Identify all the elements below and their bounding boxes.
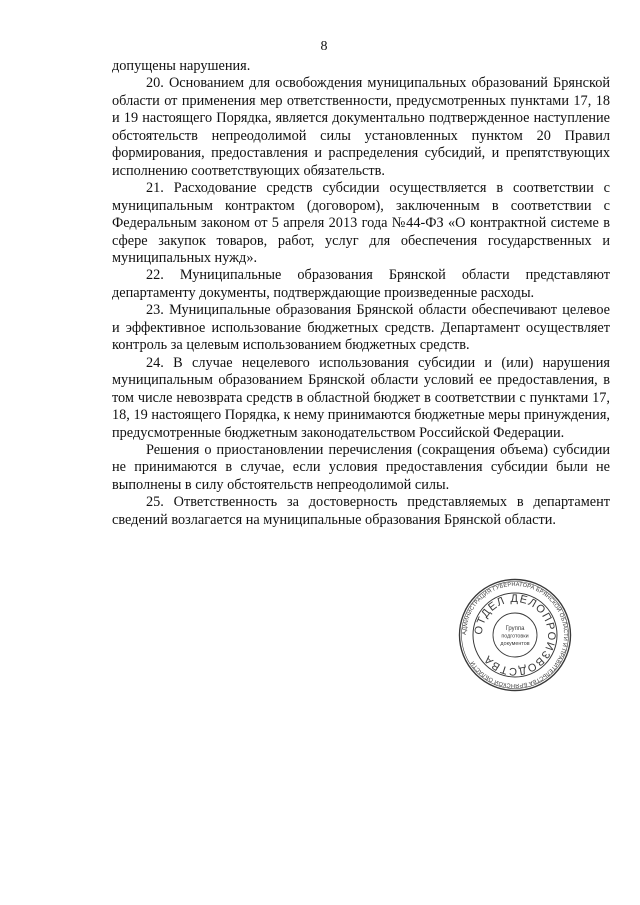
stamp-center-line-3: документов bbox=[500, 641, 530, 647]
stamp-center-line-1: Группа bbox=[505, 626, 525, 632]
page-number: 8 bbox=[320, 39, 328, 54]
paragraph-22: 22. Муниципальные образования Брянской области представляют департаменту документы, подтверждающие произведенные расходы. bbox=[112, 267, 610, 301]
stamp-outer-text: АДМИНИСТРАЦИЯ ГУБЕРНАТОРА БРЯНСКОЙ ОБЛАСТИ И ПРАВИТЕЛЬСТВА БРЯНСКОЙ ОБЛАСТИ bbox=[461, 581, 569, 689]
paragraph-21: 21. Расходование средств субсидии осуществляется в соответствии с муниципальным контрактом (договором), заключенным в соответствии с Федеральным законом от 5 апреля 2013 года №44-ФЗ «О контрактной системе в сфере закупок товаров, работ, услуг для обеспечения государственных и муниципальных нужд». bbox=[112, 180, 610, 266]
paragraph-24: 24. В случае нецелевого использования субсидии и (или) нарушения муниципальным образованием Брянской области условий ее предоставления, в том числе невозврата средств в областной бюджет в соответствии с пунктами 17, 18, 19 настоящего Порядка, к нему принимаются бюджетные меры принуждения, предусмотренные бюджетным законодательством Российской Федерации. bbox=[112, 354, 610, 441]
paragraph-decisions: Решения о приостановлении перечисления (сокращения объема) субсидии не принимаются в случае, если условия предоставления субсидии были не выполнены в силу обстоятельств непреодолимой силы. bbox=[112, 441, 610, 493]
paragraph-continuation: допущены нарушения. bbox=[112, 58, 251, 74]
paragraph-23: 23. Муниципальные образования Брянской области обеспечивают целевое и эффективное использование бюджетных средств. Департамент осуществляет контроль за целевым использованием бюджетных средств. bbox=[112, 302, 610, 354]
stamp-arc-text: ОТДЕЛ ДЕЛОПРОИЗВОДСТВА bbox=[472, 592, 558, 678]
official-stamp bbox=[458, 578, 572, 692]
paragraph-25: 25. Ответственность за достоверность представляемых в департамент сведений возлагается на муниципальные образования Брянской области. bbox=[112, 494, 610, 528]
stamp-center-line-2: подготовки bbox=[501, 633, 529, 640]
stamp-seal-icon bbox=[458, 578, 572, 692]
paragraph-20: 20. Основанием для освобождения муниципальных образований Брянской области от применения мер ответственности, предусмотренных пунктами 17, 18 и 19 настоящего Порядка, является документально подтвержденное наступление обстоятельств непреодолимой силы установленных пунктом 20 Правил формирования, предоставления и распределения субсидий, и препятствующих исполнению соответствующих обязательств. bbox=[112, 75, 610, 179]
document-body bbox=[112, 58, 610, 529]
